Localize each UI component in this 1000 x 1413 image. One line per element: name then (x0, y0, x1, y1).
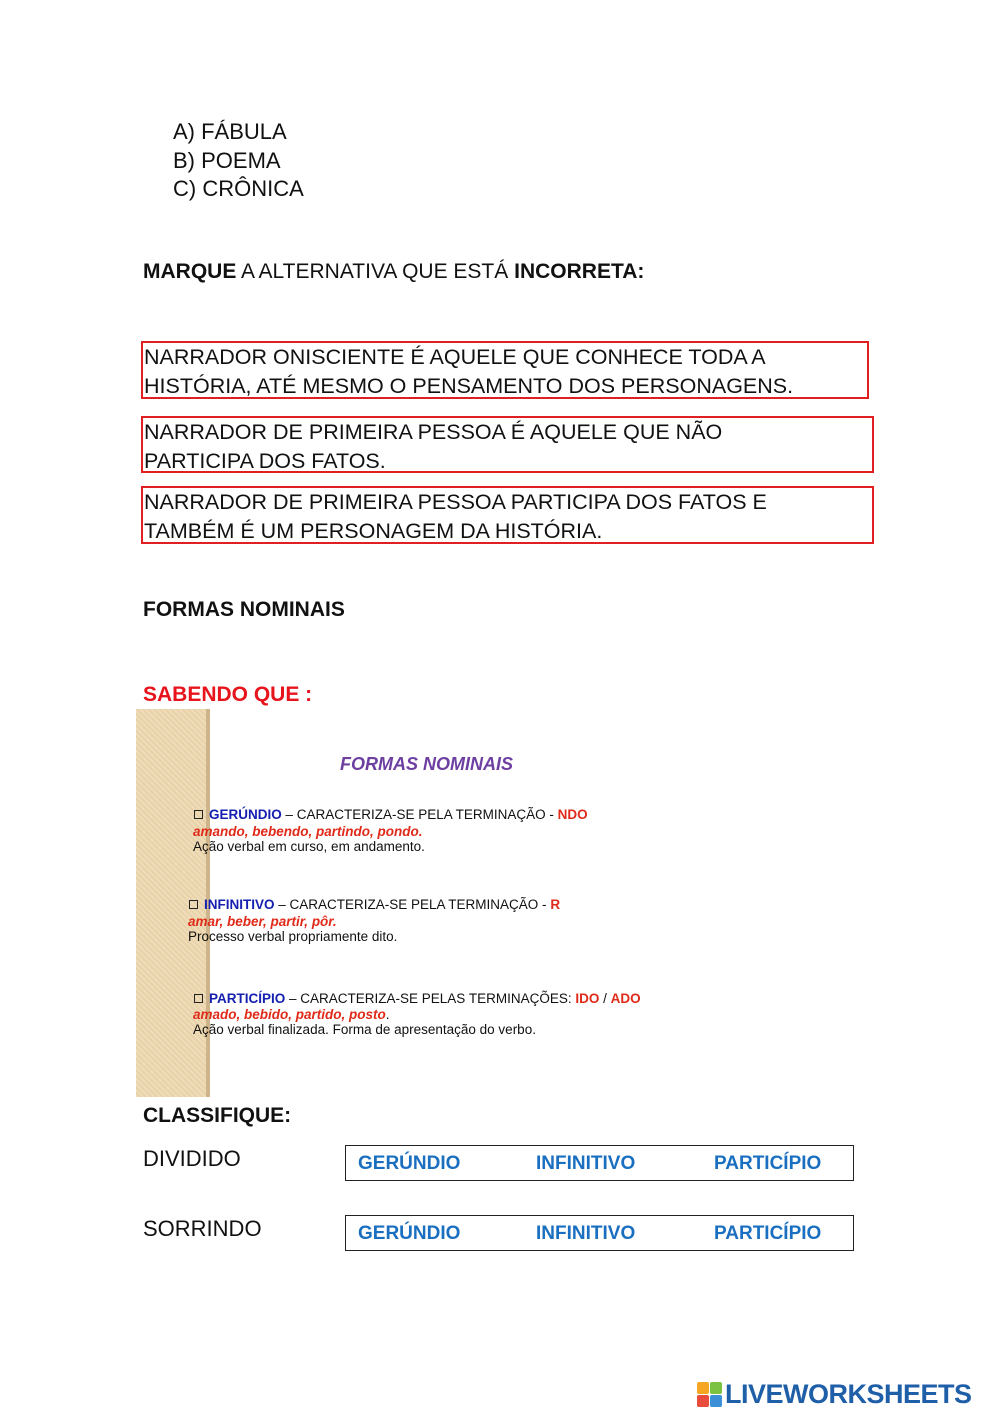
slide-title: FORMAS NOMINAIS (340, 754, 513, 774)
option-infinitivo[interactable]: INFINITIVO (536, 1153, 636, 1174)
logo-text: LIVEWORKSHEETS (725, 1378, 972, 1409)
bullet-icon (194, 994, 203, 1003)
answer-box-1[interactable] (345, 1145, 854, 1181)
logo-square-2 (710, 1382, 722, 1394)
instruction (143, 260, 644, 284)
liveworksheets-logo (697, 1377, 972, 1411)
gerundio-line (194, 807, 588, 822)
participio-ending-1: IDO (575, 991, 600, 1006)
gerundio-name: GERÚNDIO (209, 807, 282, 822)
genre-options (173, 118, 304, 204)
instruction-bold-end: INCORRETA: (514, 260, 645, 283)
classifique-heading: CLASSIFIQUE: (143, 1104, 292, 1127)
infinitivo-examples: amar, beber, partir, pôr. (188, 914, 337, 929)
choice-box-3[interactable] (141, 486, 874, 544)
infinitivo-meaning: Processo verbal propriamente dito. (188, 929, 398, 944)
gerundio-ending: NDO (557, 807, 588, 822)
option-participio[interactable]: PARTICÍPIO (714, 1223, 822, 1244)
infinitivo-desc: – CARACTERIZA-SE PELA TERMINAÇÃO - (274, 897, 551, 912)
choice-3-line-2: TAMBÉM É UM PERSONAGEM DA HISTÓRIA. (144, 518, 603, 543)
choice-1-line-2: HISTÓRIA, ATÉ MESMO O PENSAMENTO DOS PERSONAGENS. (144, 373, 794, 398)
infinitivo-line (189, 897, 560, 912)
choice-box-2[interactable] (141, 416, 874, 473)
bullet-icon (189, 900, 198, 909)
bullet-icon (194, 810, 203, 819)
infinitivo-ending: R (550, 897, 561, 912)
option-c: C) CRÔNICA (173, 176, 304, 201)
forms-slide (136, 709, 816, 1097)
option-b: B) POEMA (173, 147, 281, 173)
choice-1-line-1: NARRADOR ONISCIENTE É AQUELE QUE CONHECE TODA A (144, 345, 766, 369)
choice-2-line-1: NARRADOR DE PRIMEIRA PESSOA É AQUELE QUE NÃO (144, 420, 723, 444)
participio-examples-line (193, 1007, 390, 1022)
logo-square-3 (697, 1395, 709, 1407)
logo-square-4 (710, 1395, 722, 1407)
option-infinitivo[interactable]: INFINITIVO (536, 1223, 636, 1244)
instruction-middle: A ALTERNATIVA QUE ESTÁ (236, 260, 515, 283)
option-participio[interactable]: PARTICÍPIO (714, 1153, 822, 1174)
participio-sep: / (599, 991, 611, 1006)
participio-line (194, 991, 641, 1006)
exercise-word-2: SORRINDO (143, 1216, 262, 1241)
gerundio-meaning: Ação verbal em curso, em andamento. (193, 839, 425, 854)
exercise-word-1: DIVIDIDO (143, 1146, 241, 1171)
participio-examples-end: . (385, 1007, 390, 1022)
participio-name: PARTICÍPIO (209, 991, 286, 1006)
participio-ending-2: ADO (610, 991, 641, 1006)
sabendo-heading: SABENDO QUE : (143, 683, 313, 706)
choice-box-1[interactable] (141, 341, 869, 399)
participio-examples: amado, bebido, partido, posto (193, 1007, 386, 1022)
choice-3-line-1: NARRADOR DE PRIMEIRA PESSOA PARTICIPA DOS FATOS E (144, 490, 767, 514)
choice-2-line-2: PARTICIPA DOS FATOS. (144, 448, 386, 473)
option-a: A) FÁBULA (173, 119, 287, 144)
instruction-bold-start: MARQUE (143, 260, 237, 283)
participio-meaning: Ação verbal finalizada. Forma de apresentação do verbo. (193, 1022, 536, 1037)
section-title: FORMAS NOMINAIS (143, 598, 345, 621)
gerundio-desc: – CARACTERIZA-SE PELA TERMINAÇÃO - (281, 807, 558, 822)
gerundio-examples: amando, bebendo, partindo, pondo. (193, 824, 423, 839)
logo-mark-icon (697, 1382, 722, 1407)
answer-box-2[interactable] (345, 1215, 854, 1251)
logo-square-1 (697, 1382, 709, 1394)
option-gerundio[interactable]: GERÚNDIO (358, 1223, 461, 1244)
option-gerundio[interactable]: GERÚNDIO (358, 1153, 461, 1174)
participio-desc: – CARACTERIZA-SE PELAS TERMINAÇÕES: (285, 991, 576, 1006)
infinitivo-name: INFINITIVO (204, 897, 275, 912)
